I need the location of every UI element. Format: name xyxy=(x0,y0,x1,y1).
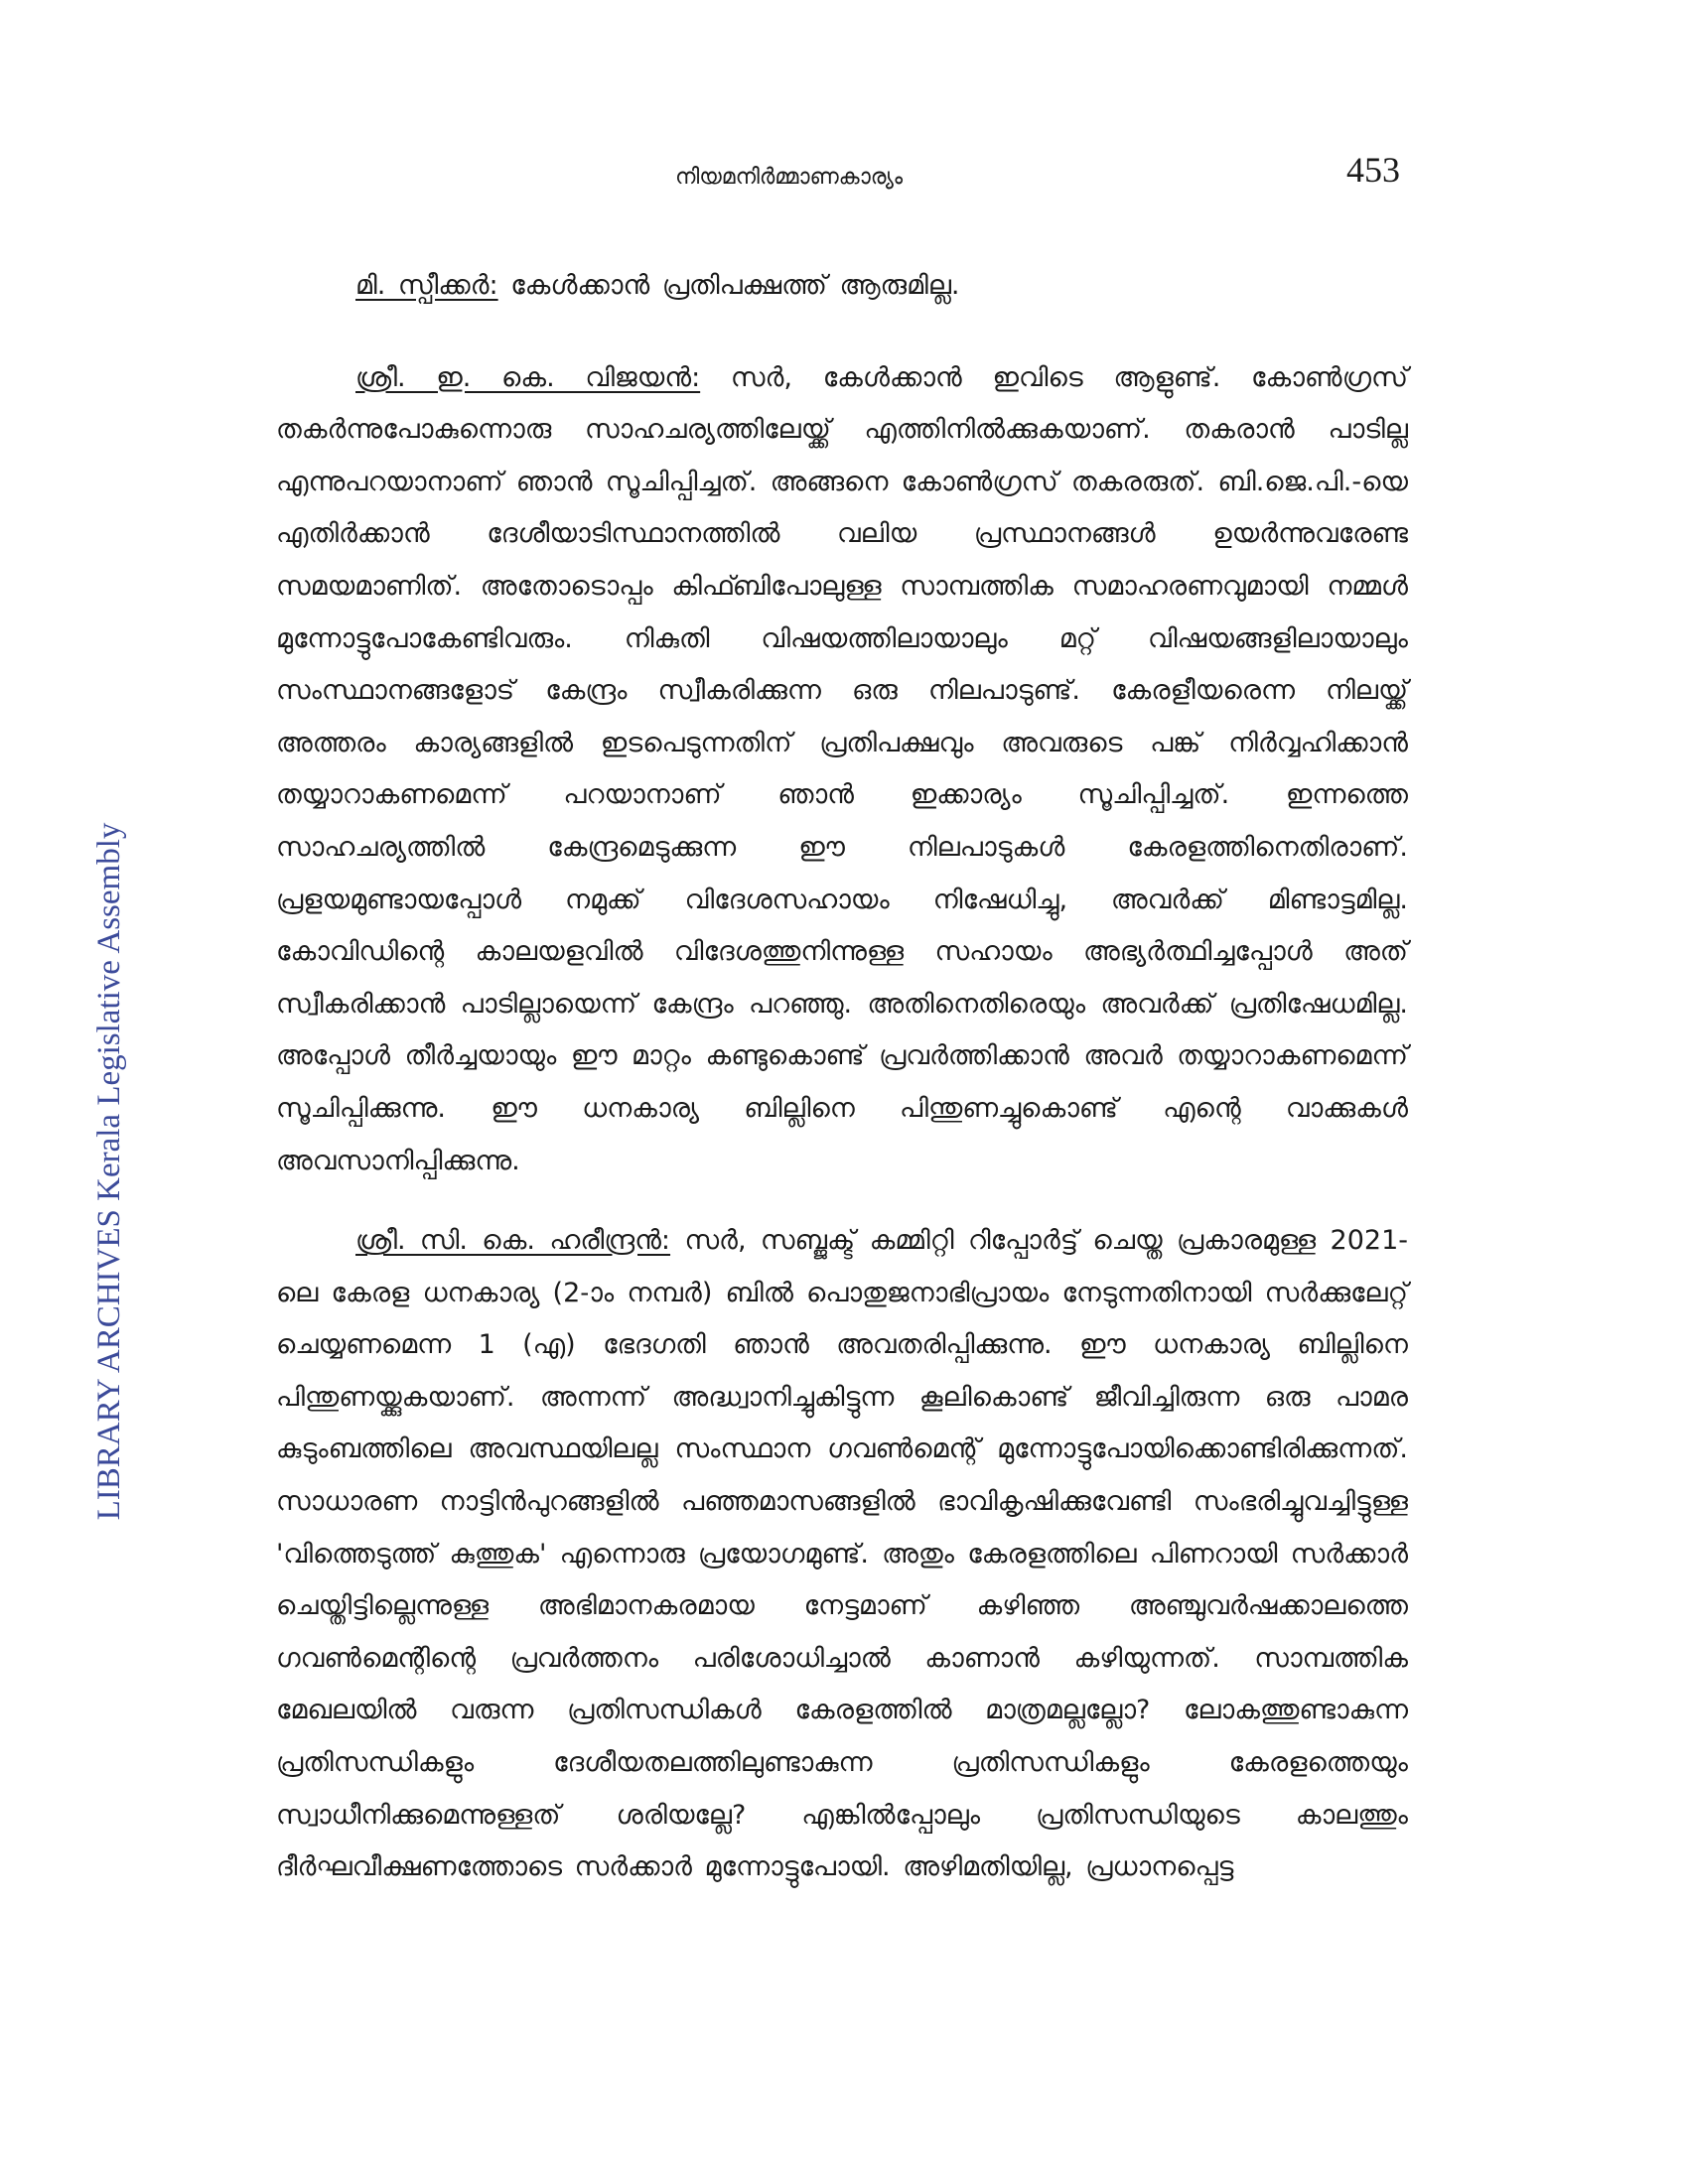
running-title: നിയമനിർമ്മാണകാര്യം xyxy=(675,165,904,190)
page-number: 453 xyxy=(1346,150,1400,190)
page-header xyxy=(268,149,1410,208)
paragraph-speech xyxy=(276,1215,1408,1894)
speech-text: കേൾക്കാൻ പ്രതിപക്ഷത്ത് ആരുമില്ല. xyxy=(497,270,960,301)
speaker-name: ശ്രീ. ഇ. കെ. വിജയൻ: xyxy=(355,361,701,393)
speech-text: സർ, സബ്ജക്ട് കമ്മിറ്റി റിപ്പോർട്ട് ചെയ്ത പ്രകാരമുള്ള 2021-ലെ കേരള ധനകാര്യ (2-ാം നമ്പർ) ബിൽ പൊതുജനാഭിപ്രായം നേടുന്നതിനായി സർക്കുലേറ്റ് ചെയ്യണമെന്ന 1 (എ) ഭേദഗതി ഞാൻ അവതരിപ്പിക്കുന്നു. ഈ ധനകാര്യ ബില്ലിനെ പിന്തുണയ്ക്കുകയാണ്. അന്നന്ന് അദ്ധ്വാനിച്ചുകിട്ടുന്ന കൂലികൊണ്ട് ജീവിച്ചിരുന്ന ഒരു പാമര കുടുംബത്തിലെ അവസ്ഥയിലല്ല സംസ്ഥാന ഗവൺമെന്റ് മുന്നോട്ടുപോയിക്കൊണ്ടിരിക്കുന്നത്. സാധാരണ നാട്ടിൻപുറങ്ങളിൽ പഞ്ഞമാസങ്ങളിൽ ഭാവികൃഷിക്കുവേണ്ടി സംഭരിച്ചുവച്ചിട്ടുള്ള 'വിത്തെടുത്ത് കുത്തുക' എന്നൊരു പ്രയോഗമുണ്ട്. അതും കേരളത്തിലെ പിണറായി സർക്കാർ ചെയ്തിട്ടില്ലെന്നുള്ള അഭിമാനകരമായ നേട്ടമാണ് കഴിഞ്ഞ അഞ്ചുവർഷക്കാലത്തെ ഗവൺമെന്റിന്റെ പ്രവർത്തനം പരിശോധിച്ചാൽ കാണാൻ കഴിയുന്നത്. സാമ്പത്തിക മേഖലയിൽ വരുന്ന പ്രതിസന്ധികൾ കേരളത്തിൽ മാത്രമല്ലല്ലോ? ലോകത്തുണ്ടാകുന്ന പ്രതിസന്ധികളും ദേശീയതലത്തിലുണ്ടാകുന്ന പ്രതിസന്ധികളും കേരളത്തെയും സ്വാധീനിക്കുമെന്നുള്ളത് ശരിയല്ലേ? എങ്കിൽപ്പോലും പ്രതിസന്ധിയുടെ കാലത്തും ദീർഘവീക്ഷണത്തോടെ സർക്കാർ മുന്നോട്ടുപോയി. അഴിമതിയില്ല, പ്രധാനപ്പെട്ട xyxy=(276,1225,1408,1883)
speaker-name: ശ്രീ. സി. കെ. ഹരീന്ദ്രൻ: xyxy=(355,1225,671,1257)
speaker-name: മി. സ്പീക്കർ: xyxy=(355,270,498,301)
document-body xyxy=(276,260,1408,1922)
paragraph-speech xyxy=(276,352,1408,1188)
archive-watermark: LIBRARY ARCHIVES Kerala Legislative Assembly xyxy=(91,822,127,1521)
speech-text: സർ, കേൾക്കാൻ ഇവിടെ ആളുണ്ട്. കോൺഗ്രസ് തകർന്നുപോകുന്നൊരു സാഹചര്യത്തിലേയ്ക്ക് എത്തിനിൽക്കുകയാണ്. തകരാൻ പാടില്ല എന്നുപറയാനാണ് ഞാൻ സൂചിപ്പിച്ചത്. അങ്ങനെ കോൺഗ്രസ് തകരരുത്. ബി.ജെ.പി.-യെ എതിർക്കാൻ ദേശീയാടിസ്ഥാനത്തിൽ വലിയ പ്രസ്ഥാനങ്ങൾ ഉയർന്നുവരേണ്ട സമയമാണിത്. അതോടൊപ്പം കിഫ്ബിപോലുള്ള സാമ്പത്തിക സമാഹരണവുമായി നമ്മൾ മുന്നോട്ടുപോകേണ്ടിവരും. നികുതി വിഷയത്തിലായാലും മറ്റ് വിഷയങ്ങളിലായാലും സംസ്ഥാനങ്ങളോട് കേന്ദ്രം സ്വീകരിക്കുന്ന ഒരു നിലപാടുണ്ട്. കേരളീയരെന്ന നിലയ്ക്ക് അത്തരം കാര്യങ്ങളിൽ ഇടപെടുന്നതിന് പ്രതിപക്ഷവും അവരുടെ പങ്ക് നിർവ്വഹിക്കാൻ തയ്യാറാകണമെന്ന് പറയാനാണ് ഞാൻ ഇക്കാര്യം സൂചിപ്പിച്ചത്. ഇന്നത്തെ സാഹചര്യത്തിൽ കേന്ദ്രമെടുക്കുന്ന ഈ നിലപാടുകൾ കേരളത്തിനെതിരാണ്. പ്രളയമുണ്ടായപ്പോൾ നമുക്ക് വിദേശസഹായം നിഷേധിച്ചു, അവർക്ക് മിണ്ടാട്ടമില്ല. കോവിഡിന്റെ കാലയളവിൽ വിദേശത്തുനിന്നുള്ള സഹായം അഭ്യർത്ഥിച്ചപ്പോൾ അത് സ്വീകരിക്കാൻ പാടില്ലായെന്ന് കേന്ദ്രം പറഞ്ഞു. അതിനെതിരെയും അവർക്ക് പ്രതിഷേധമില്ല. അപ്പോൾ തീർച്ചയായും ഈ മാറ്റം കണ്ടുകൊണ്ട് പ്രവർത്തിക്കാൻ അവർ തയ്യാറാകണമെന്ന് സൂചിപ്പിക്കുന്നു. ഈ ധനകാര്യ ബില്ലിനെ പിന്തുണച്ചുകൊണ്ട് എന്റെ വാക്കുകൾ അവസാനിപ്പിക്കുന്നു. xyxy=(276,361,1408,1176)
paragraph-speaker xyxy=(276,260,1408,313)
